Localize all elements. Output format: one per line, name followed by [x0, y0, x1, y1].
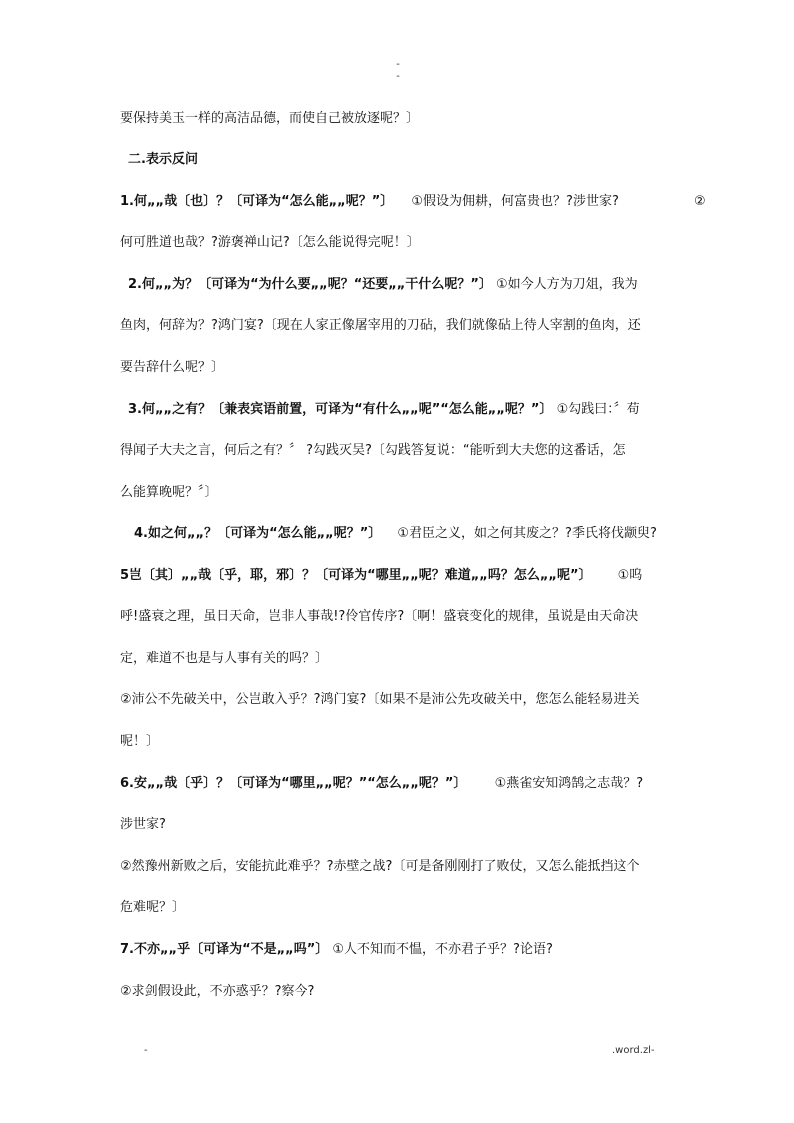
header-mark: -	[396, 71, 400, 82]
example-text: ①人不知而不愠，不亦君子乎？?论语?	[332, 942, 553, 957]
section-heading: 二.表示反问	[128, 152, 198, 167]
rule-heading: 6.安„„哉〔乎〕？〔可译为“哪里„„呢？”“怎么„„呢？”〕	[120, 776, 467, 791]
text-line	[134, 524, 724, 544]
text-line	[120, 940, 710, 960]
text-line: 要保持美玉一样的高洁品德，而使自己被放逐呢？〕	[120, 111, 420, 126]
text-line: ②求剑假设此，不亦惑乎？?察今?	[120, 984, 315, 999]
text-line: ②沛公不先破关中，公岂敢入乎？?鸿门宴?〔如果不是沛公先攻破关中，您怎么能轻易进关	[120, 692, 640, 707]
footer-left: -	[144, 1045, 148, 1056]
text-line: ②然豫州新败之后，安能抗此难乎？?赤壁之战?〔可是备刚刚打了败仗，又怎么能抵挡这个	[120, 859, 640, 874]
example-text: ①假设为佣耕，何富贵也？?涉世家?	[411, 194, 619, 209]
text-line: 鱼肉，何辞为？?鸿门宴?〔现在人家正像屠宰用的刀砧，我们就像砧上待人宰割的鱼肉，还	[120, 318, 641, 333]
header-mark: -	[396, 59, 400, 70]
example-text: ①呜	[617, 568, 643, 583]
text-line: 何可胜道也哉？?游褒禅山记?〔怎么能说得完呢！〕	[120, 235, 420, 250]
text-line	[120, 566, 710, 586]
rule-heading: 4.如之何„„？〔可译为“怎么能„„呢？”〕	[134, 526, 382, 541]
rule-heading: 7.不亦„„乎〔可译为“不是„„吗”〕	[120, 942, 329, 957]
example-text: ①燕雀安知鸿鹄之志哉？?	[494, 776, 644, 791]
text-line	[120, 192, 710, 212]
text-line	[128, 275, 718, 295]
text-line: 么能算晚呢？〞〕	[120, 485, 218, 500]
text-line: 定，难道不也是与人事有关的吗？〕	[120, 651, 329, 666]
text-line: 呢！〕	[120, 734, 160, 749]
rule-heading: 1.何„„哉〔也〕？〔可译为“怎么能„„呢？”〕	[120, 194, 394, 209]
text-line: 危难呢？〕	[120, 900, 186, 915]
rule-heading: 3.何„„之有？〔兼表宾语前置，可译为“有什么„„呢”“怎么能„„呢？”〕	[128, 402, 553, 417]
text-line: 要告辞什么呢？〕	[120, 360, 225, 375]
text-line: 得闻子大夫之言，何后之有？〞 ?勾践灭吴?〔勾践答复说：“能听到大夫您的这番话，怎	[120, 443, 626, 458]
rule-heading: 2.何„„为？〔可译为“为什么要„„呢？“还要„„干什么呢？”〕	[128, 277, 492, 292]
example-text: ①如今人方为刀俎，我为	[496, 277, 638, 292]
footer-right: .word.zl-	[612, 1045, 655, 1056]
text-line	[128, 400, 718, 420]
circled-number: ②	[694, 194, 706, 209]
rule-heading: 5岂〔其〕„„哉〔乎，耶，邪〕？〔可译为“哪里„„呢？难道„„吗？怎么„„呢”〕	[120, 568, 592, 583]
text-line	[120, 774, 710, 794]
example-text: ①君臣之义，如之何其废之？?季氏将伐颛臾?	[397, 526, 657, 541]
text-line: 呼!盛衰之理，虽日天命，岂非人事哉!?伶官传序?〔啊！盛衰变化的规律，虽说是由天命决	[120, 609, 639, 624]
text-line: 涉世家?	[120, 817, 166, 832]
example-text: ①勾践曰：〞苟	[556, 402, 640, 417]
